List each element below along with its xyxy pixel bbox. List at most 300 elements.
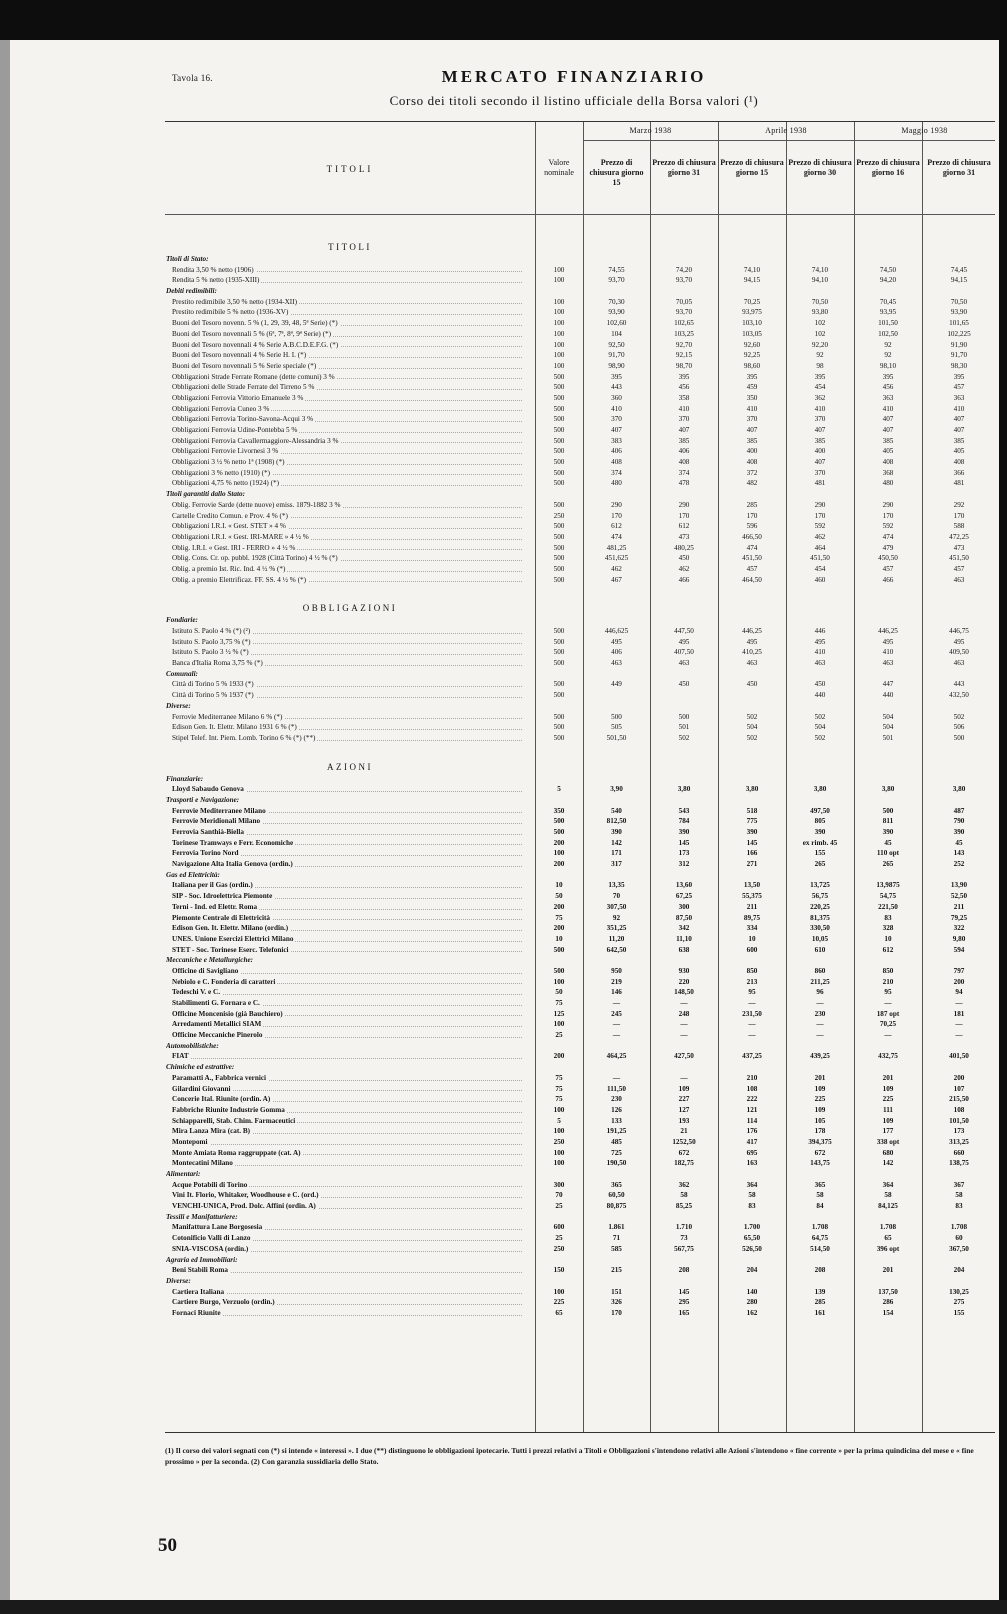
security-name-cell: [166, 615, 526, 626]
closing-price: 930: [678, 966, 690, 975]
closing-price: 146: [611, 988, 622, 997]
closing-price: 395: [814, 372, 826, 381]
closing-price: 295: [678, 1298, 690, 1307]
closing-price: 11,20: [608, 934, 625, 943]
closing-price: 850: [746, 966, 758, 975]
closing-price: 104: [611, 329, 622, 338]
closing-price: 451,625: [604, 554, 629, 563]
closing-price: 191,25: [606, 1127, 627, 1136]
closing-price: 410: [746, 404, 758, 413]
closing-price: 103,10: [742, 319, 762, 328]
table-row: [165, 658, 995, 669]
table-row: [165, 532, 995, 543]
security-name-cell: [166, 806, 526, 817]
closing-price: 222: [746, 1095, 758, 1104]
closing-price: —: [884, 1031, 892, 1040]
table-row: [165, 1297, 995, 1308]
closing-price: 612: [611, 522, 622, 531]
security-name-cell: [166, 827, 526, 838]
closing-price: —: [612, 1073, 621, 1082]
nominal-value: 500: [553, 543, 565, 552]
closing-price: 290: [678, 500, 690, 509]
security-name-cell: [166, 511, 526, 522]
closing-price: 13,35: [608, 881, 625, 890]
closing-price: 176: [746, 1127, 758, 1136]
security-name: Gilardini Giovanni: [172, 1084, 231, 1093]
table-row: [165, 987, 995, 998]
security-name: Manifattura Lane Borgosesia: [172, 1223, 263, 1232]
security-name: Montecatini Milano: [172, 1159, 233, 1168]
security-name-cell: [166, 1255, 526, 1266]
closing-price: 474: [746, 543, 758, 552]
closing-price: —: [680, 1031, 688, 1040]
closing-price: 170: [814, 511, 826, 520]
security-name: Diverse:: [166, 1276, 191, 1285]
closing-price: 92,60: [743, 340, 761, 349]
security-name: Obbligazioni I.R.I. « Gest. STET » 4 %: [172, 522, 286, 531]
closing-price: 457: [953, 564, 965, 573]
closing-price: 58: [680, 1191, 688, 1200]
closing-price: 695: [746, 1148, 758, 1157]
security-name-cell: [166, 575, 526, 586]
closing-price: 227: [678, 1095, 690, 1104]
security-name-cell: [166, 478, 526, 489]
closing-price: 91,90: [950, 340, 968, 349]
security-name: Trasporti e Navigazione:: [166, 795, 240, 804]
security-name: Rendita 5 % netto (1935-XIII): [172, 276, 260, 285]
security-name: Cartelle Credito Comun. e Prov. 4 % (*): [172, 511, 288, 520]
closing-price: 440: [814, 691, 826, 700]
closing-price: 219: [611, 977, 622, 986]
closing-price: 363: [953, 393, 965, 402]
security-name-cell: [166, 870, 526, 881]
closing-price: 410: [953, 404, 965, 413]
security-name-cell: [166, 425, 526, 436]
security-name-cell: [166, 361, 526, 372]
closing-price: 408: [611, 458, 622, 467]
closing-price: 446: [814, 627, 826, 635]
table-row: [165, 1222, 995, 1233]
security-name-cell: [166, 690, 526, 701]
table-row: [165, 478, 995, 489]
closing-price: 114: [746, 1116, 758, 1125]
closing-price: —: [612, 1020, 621, 1029]
table-row: [165, 329, 995, 340]
closing-price: 142: [882, 1159, 894, 1168]
closing-price: 93,90: [608, 308, 625, 317]
closing-price: 360: [611, 393, 622, 402]
closing-price: 407: [814, 426, 826, 434]
closing-price: 410: [814, 404, 826, 413]
security-name-cell: [166, 372, 526, 383]
closing-price: 400: [814, 447, 826, 456]
closing-price: 201: [882, 1266, 894, 1275]
security-name-cell: [166, 701, 526, 712]
closing-price: 330,50: [810, 924, 830, 933]
closing-price: 370: [814, 415, 826, 424]
closing-price: 173: [678, 849, 690, 858]
scan-border-left: [0, 40, 10, 1614]
closing-price: 145: [746, 838, 758, 847]
table-row: [165, 1190, 995, 1201]
closing-price: 107: [953, 1084, 965, 1093]
section-title: AZIONI: [327, 761, 373, 772]
closing-price: 1.708: [879, 1223, 897, 1232]
closing-price: 56,75: [811, 892, 829, 901]
nominal-value: 70: [555, 1191, 563, 1200]
security-name-cell: [166, 1084, 526, 1095]
closing-price: 109: [882, 1084, 894, 1093]
security-name-cell: [166, 1009, 526, 1020]
table-row: [165, 1137, 995, 1148]
security-name: Edison Gen. It. Elettr. Milano 1931 6 % (*): [172, 723, 297, 732]
closing-price: 407: [814, 458, 826, 467]
closing-price: 292: [953, 500, 965, 509]
security-name-cell: [166, 1201, 526, 1212]
security-name: Obbligazioni 3 % netto (1910) (*): [172, 468, 271, 477]
closing-price: 505: [611, 723, 622, 732]
closing-price: 459: [746, 383, 758, 392]
closing-price: 326: [611, 1298, 622, 1307]
security-name-cell: [166, 1308, 526, 1319]
nominal-value: 500: [553, 415, 565, 424]
closing-price: 10,05: [811, 934, 829, 943]
table-row: [165, 1158, 995, 1169]
closing-price: 366: [953, 468, 965, 477]
closing-price: 466,50: [742, 532, 762, 541]
closing-price: 54,75: [879, 892, 897, 901]
security-name: Officine di Savigliano: [172, 966, 239, 975]
closing-price: 248: [678, 1009, 690, 1018]
closing-price: 439,25: [810, 1052, 830, 1061]
closing-price: 108: [746, 1084, 758, 1093]
nominal-value: 500: [553, 436, 565, 445]
closing-price: 463: [953, 575, 965, 584]
security-name-cell: [166, 1158, 526, 1169]
closing-price: 504: [814, 723, 826, 732]
table-row: [165, 318, 995, 329]
closing-price: 83: [748, 1202, 756, 1211]
nominal-value: 500: [553, 680, 565, 689]
security-name-cell: [166, 880, 526, 891]
closing-price: 500: [882, 806, 894, 815]
closing-price: 121: [746, 1105, 758, 1114]
table-row: [165, 1148, 995, 1159]
closing-price: 394,375: [808, 1137, 832, 1146]
closing-price: 265: [814, 860, 826, 869]
closing-price: 101,50: [878, 319, 898, 328]
security-name-cell: [166, 722, 526, 733]
table-row: [165, 340, 995, 351]
closing-price: 1.708: [811, 1223, 829, 1232]
closing-price: 463: [882, 659, 894, 668]
category-row: [165, 1255, 995, 1266]
closing-price: 463: [953, 659, 965, 668]
closing-price: 210: [882, 977, 894, 986]
security-name-cell: [166, 1180, 526, 1191]
closing-price: 495: [678, 637, 690, 646]
closing-price: 504: [882, 723, 894, 732]
scan-border-bottom: [0, 1600, 1007, 1614]
table-row: [165, 414, 995, 425]
security-name-cell: [166, 1116, 526, 1127]
closing-price: 450: [678, 554, 690, 563]
closing-price: 372: [746, 468, 758, 477]
closing-price: 451,50: [949, 554, 969, 563]
closing-price: 98,70: [675, 361, 693, 370]
closing-price: 58: [816, 1191, 824, 1200]
table-row: [165, 827, 995, 838]
security-name-cell: [166, 1019, 526, 1030]
security-name-cell: [166, 955, 526, 966]
closing-price: 449: [611, 680, 622, 689]
page-subtitle: Corso dei titoli secondo il listino ufficiale della Borsa valori (¹): [389, 93, 759, 108]
closing-price: 383: [611, 436, 622, 445]
closing-price: 3,80: [813, 785, 827, 794]
security-name-cell: [166, 393, 526, 404]
section-title: TITOLI: [328, 242, 372, 252]
nominal-value: 500: [553, 637, 565, 646]
security-name-cell: [166, 733, 526, 744]
security-name: Prestito redimibile 3,50 % netto (1934-XII): [172, 297, 297, 306]
security-name-cell: [166, 1030, 526, 1041]
table-row: [165, 393, 995, 404]
closing-price: 482: [746, 479, 758, 488]
closing-price: 474: [611, 532, 622, 541]
closing-price: 193: [678, 1116, 690, 1125]
closing-price: 410: [611, 404, 622, 413]
closing-price: 672: [814, 1148, 826, 1157]
closing-price: 80,875: [606, 1202, 627, 1211]
closing-price: 98,10: [879, 361, 897, 370]
closing-price: 395: [882, 372, 894, 381]
closing-price: 225: [814, 1095, 826, 1104]
security-name-cell: [166, 1137, 526, 1148]
section-title: OBBLIGAZIONI: [302, 603, 398, 614]
table-row: [165, 859, 995, 870]
category-row: [165, 615, 995, 626]
security-name: Acque Potabili di Torino: [172, 1180, 248, 1189]
closing-price: 60,50: [608, 1191, 625, 1200]
month-header-rule: [583, 140, 995, 141]
closing-price: 307,50: [606, 902, 627, 911]
closing-price: 612: [678, 522, 690, 531]
category-row: [165, 1041, 995, 1052]
titoli-header: TITOLI: [326, 164, 374, 174]
closing-price: 91,70: [608, 351, 625, 360]
security-name: Oblig. a premio Ist. Ric. Ind. 4 ½ % (*): [172, 564, 286, 573]
security-name: Comunali:: [166, 669, 198, 678]
closing-price: 155: [814, 849, 826, 858]
closing-price: 660: [953, 1148, 965, 1157]
closing-price: 58: [884, 1191, 892, 1200]
closing-price: 450: [814, 680, 826, 689]
closing-price: 480,25: [674, 543, 694, 552]
security-name-cell: [166, 923, 526, 934]
table-row: [165, 998, 995, 1009]
closing-price: 211: [953, 902, 965, 911]
table-row: [165, 690, 995, 701]
table-row: [165, 275, 995, 286]
closing-price: 137,50: [878, 1287, 898, 1296]
header-rule: [165, 214, 995, 215]
security-name: Rendita 3,50 % netto (1906): [172, 265, 254, 274]
section-heading: [165, 232, 995, 254]
nominal-value: 100: [553, 1148, 565, 1157]
security-name: SNIA-VISCOSA (ordin.): [172, 1244, 249, 1253]
security-name-cell: [166, 1297, 526, 1308]
month-header: Maggio 1938: [901, 126, 948, 135]
closing-price: 102: [814, 329, 826, 338]
security-name-cell: [166, 838, 526, 849]
nominal-value: 500: [553, 458, 565, 467]
nominal-value: 500: [553, 426, 565, 434]
security-name: Ferrovie Mediterranee Milano: [172, 806, 266, 815]
closing-price: 92,20: [811, 340, 829, 349]
nominal-value: 200: [553, 860, 565, 869]
closing-price: 610: [814, 945, 826, 954]
table-row: [165, 626, 995, 637]
security-name-cell: [166, 521, 526, 532]
security-name: Istituto S. Paolo 4 % (*) (²): [172, 627, 251, 635]
closing-price: 395: [953, 372, 965, 381]
closing-price: 101,50: [949, 1116, 969, 1125]
security-name-cell: [166, 1051, 526, 1062]
nominal-value: 500: [553, 564, 565, 573]
closing-price: 446,625: [604, 627, 629, 635]
security-name-cell: [166, 1041, 526, 1052]
security-name: Obbligazioni 4,75 % netto (1924) (*): [172, 479, 279, 488]
security-name: Città di Torino 5 % 1933 (*): [172, 680, 254, 689]
table-row: [165, 1073, 995, 1084]
nominal-value: 100: [553, 1020, 565, 1029]
closing-price: 504: [746, 723, 758, 732]
nominal-value: 100: [553, 1127, 565, 1136]
security-name: Tessili e Manifatturiere:: [166, 1212, 238, 1221]
closing-price: 407: [611, 426, 622, 434]
closing-price: 151: [611, 1287, 622, 1296]
security-name-cell: [166, 658, 526, 669]
closing-price: 370: [611, 415, 622, 424]
closing-price: 290: [882, 500, 894, 509]
security-name-cell: [166, 254, 526, 265]
closing-price: 89,75: [743, 913, 761, 922]
table-row: [165, 945, 995, 956]
closing-price: 102,60: [606, 319, 627, 328]
closing-price: 480: [882, 479, 894, 488]
page-title: MERCATO FINANZIARIO: [441, 67, 707, 86]
closing-price: 409,50: [949, 648, 969, 657]
closing-price: 178: [814, 1127, 826, 1136]
closing-price: 432,75: [878, 1052, 898, 1061]
closing-price: 451,50: [742, 554, 762, 563]
security-name: Stipel Telef. Int. Piem. Lomb. Torino 6 % (*) (**): [172, 733, 316, 742]
table-row: [165, 553, 995, 564]
closing-price: 543: [678, 806, 690, 815]
closing-price: 596: [746, 522, 758, 531]
security-name: Schiapparelli, Stab. Chim. Farmaceutici: [172, 1116, 296, 1125]
closing-price: 271: [746, 860, 758, 869]
closing-price: —: [955, 1020, 963, 1029]
closing-price: 405: [953, 447, 965, 456]
table-row: [165, 350, 995, 361]
closing-price: 220: [678, 977, 690, 986]
closing-price: 401,50: [949, 1052, 969, 1061]
category-row: [165, 1276, 995, 1287]
security-name-cell: [166, 774, 526, 785]
security-name-cell: [166, 307, 526, 318]
closing-price: 110 opt: [876, 849, 900, 858]
security-name: Obbligazioni delle Strade Ferrate del Tirreno 5 %: [172, 383, 315, 392]
closing-price: 94,15: [743, 276, 761, 285]
section-heading: [165, 593, 995, 615]
closing-price: 775: [746, 817, 758, 826]
security-name-cell: [166, 859, 526, 870]
closing-price: 145: [678, 1287, 690, 1296]
closing-price: 495: [611, 637, 622, 646]
closing-price: 518: [746, 806, 758, 815]
closing-price: 74,45: [950, 265, 968, 274]
closing-price: 390: [678, 828, 690, 836]
closing-price: 485: [611, 1137, 622, 1146]
closing-price: 454: [814, 383, 826, 392]
closing-price: 204: [953, 1266, 965, 1275]
security-name: Istituto S. Paolo 3 ½ % (*): [172, 648, 249, 657]
closing-price: 11,10: [676, 934, 692, 943]
closing-price: 65: [884, 1234, 892, 1243]
closing-price: —: [816, 1020, 824, 1029]
security-name-cell: [166, 457, 526, 468]
closing-price: 467: [611, 575, 622, 584]
security-name: Paramatti A., Fabbrica vernici: [172, 1073, 267, 1082]
security-name: Prestito redimibile 5 % netto (1936-XV): [172, 308, 289, 317]
closing-price: 407: [746, 426, 758, 434]
security-name-cell: [166, 532, 526, 543]
table-row: [165, 806, 995, 817]
closing-price: 390: [953, 828, 965, 836]
closing-price: 612: [882, 945, 894, 954]
scan-border-top: [0, 0, 1007, 40]
security-name-cell: [166, 382, 526, 393]
closing-price: 1.708: [950, 1223, 968, 1232]
table-row: [165, 934, 995, 945]
category-row: [165, 669, 995, 680]
closing-price: 390: [746, 828, 758, 836]
nominal-value: 150: [553, 1266, 565, 1275]
table-row: [165, 372, 995, 383]
security-name: Meccaniche e Metallurgiche:: [166, 956, 254, 965]
closing-price: 390: [611, 828, 622, 836]
closing-price: 79,25: [950, 913, 968, 922]
closing-price: 111,50: [607, 1084, 626, 1093]
security-name: Obbligazioni Ferrovia Cavallermaggiore-Alessandria 3 %: [172, 436, 339, 445]
closing-price: 362: [814, 393, 826, 402]
closing-price: 74,55: [608, 265, 625, 274]
nominal-value: 10: [555, 934, 563, 943]
nominal-value: 500: [553, 404, 565, 413]
nominal-value: 100: [553, 361, 565, 370]
nominal-value: 500: [553, 468, 565, 477]
closing-price: 313,25: [949, 1137, 969, 1146]
closing-price: 457: [882, 564, 894, 573]
nominal-value: 500: [553, 575, 565, 584]
closing-price: 1.700: [743, 1223, 761, 1232]
closing-price: 93,975: [742, 308, 762, 317]
nominal-value: 500: [553, 648, 565, 657]
closing-price: 71: [612, 1234, 621, 1243]
security-name: Titoli garantiti dallo Stato:: [166, 490, 246, 499]
nominal-value: 75: [555, 1073, 563, 1082]
